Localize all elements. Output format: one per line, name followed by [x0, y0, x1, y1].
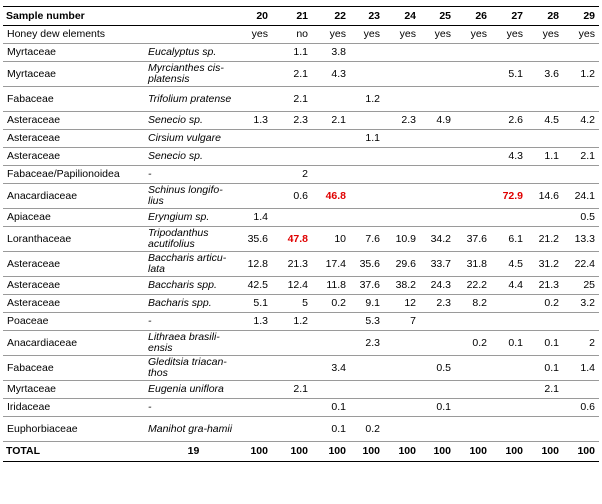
- family-cell: Poaceae: [3, 313, 146, 331]
- value-cell: [455, 381, 491, 399]
- value-cell: [420, 313, 455, 331]
- value-cell: [420, 184, 455, 209]
- value-cell: [455, 399, 491, 417]
- value-cell: [278, 331, 312, 356]
- sample-number: 26: [455, 7, 491, 26]
- pollen-table-container: [3, 6, 599, 462]
- value-cell: 0.2: [350, 417, 384, 442]
- value-cell: 0.1: [527, 331, 563, 356]
- value-cell: [241, 331, 278, 356]
- value-cell: [384, 130, 420, 148]
- value-cell: [312, 381, 350, 399]
- value-cell: [350, 381, 384, 399]
- value-cell: [527, 130, 563, 148]
- value-cell: [312, 331, 350, 356]
- value-cell: [455, 166, 491, 184]
- value-cell: 6.1: [491, 227, 527, 252]
- value-cell: 14.6: [527, 184, 563, 209]
- value-cell: [455, 44, 491, 62]
- species-cell: -: [146, 399, 241, 417]
- value-cell: [455, 313, 491, 331]
- honeydew-value: yes: [312, 26, 350, 44]
- value-cell: [241, 356, 278, 381]
- value-cell: [350, 148, 384, 166]
- value-cell: 5.1: [491, 62, 527, 87]
- species-cell: -: [146, 166, 241, 184]
- value-cell: [420, 417, 455, 442]
- species-cell: Trifolium pratense: [146, 87, 241, 112]
- table-row: [3, 295, 599, 313]
- value-cell: 42.5: [241, 277, 278, 295]
- value-cell: 4.3: [312, 62, 350, 87]
- value-cell: 2.1: [527, 381, 563, 399]
- value-cell: 4.2: [563, 112, 599, 130]
- table-row: [3, 44, 599, 62]
- value-cell: 22.4: [563, 252, 599, 277]
- value-cell: 1.1: [278, 44, 312, 62]
- family-cell: Fabaceae: [3, 87, 146, 112]
- table-row: [3, 381, 599, 399]
- value-cell: [420, 166, 455, 184]
- family-cell: Anacardiaceae: [3, 184, 146, 209]
- family-cell: Euphorbiaceae: [3, 417, 146, 442]
- table-row: [3, 209, 599, 227]
- value-cell: 31.8: [455, 252, 491, 277]
- value-cell: 24.1: [563, 184, 599, 209]
- value-cell: [350, 166, 384, 184]
- table-row: [3, 87, 599, 112]
- value-cell: 9.1: [350, 295, 384, 313]
- table-row: [3, 313, 599, 331]
- value-cell: [563, 130, 599, 148]
- value-cell: [491, 44, 527, 62]
- value-cell: 2.3: [350, 331, 384, 356]
- species-cell: Cirsium vulgare: [146, 130, 241, 148]
- value-cell: [350, 184, 384, 209]
- value-cell: [241, 130, 278, 148]
- value-cell: [527, 166, 563, 184]
- total-value: 100: [278, 442, 312, 462]
- total-value: 100: [527, 442, 563, 462]
- value-cell: [278, 148, 312, 166]
- value-cell: 7.6: [350, 227, 384, 252]
- value-cell: 46.8: [312, 184, 350, 209]
- value-cell: [420, 44, 455, 62]
- value-cell: [455, 209, 491, 227]
- value-cell: 1.2: [563, 62, 599, 87]
- honeydew-value: yes: [241, 26, 278, 44]
- value-cell: 21.3: [278, 252, 312, 277]
- value-cell: 0.2: [455, 331, 491, 356]
- total-value: 100: [455, 442, 491, 462]
- value-cell: [384, 184, 420, 209]
- value-cell: [384, 62, 420, 87]
- species-cell: Manihot gra-hamii: [146, 417, 241, 442]
- value-cell: 22.2: [455, 277, 491, 295]
- value-cell: [312, 313, 350, 331]
- table-row: [3, 166, 599, 184]
- value-cell: [350, 356, 384, 381]
- value-cell: [491, 166, 527, 184]
- total-value: 100: [350, 442, 384, 462]
- value-cell: 10: [312, 227, 350, 252]
- value-cell: [455, 148, 491, 166]
- total-value: 100: [491, 442, 527, 462]
- value-cell: 1.4: [563, 356, 599, 381]
- value-cell: [420, 87, 455, 112]
- honeydew-value: no: [278, 26, 312, 44]
- value-cell: 0.1: [312, 417, 350, 442]
- value-cell: [350, 209, 384, 227]
- honeydew-value: yes: [491, 26, 527, 44]
- table-row: [3, 356, 599, 381]
- table-row: [3, 399, 599, 417]
- value-cell: 0.1: [491, 331, 527, 356]
- honeydew-value: yes: [420, 26, 455, 44]
- value-cell: 1.2: [350, 87, 384, 112]
- value-cell: [420, 381, 455, 399]
- species-cell: Schinus longifo-lius: [146, 184, 241, 209]
- family-cell: Fabaceae: [3, 356, 146, 381]
- value-cell: [241, 381, 278, 399]
- table-row: [3, 417, 599, 442]
- sample-number: 21: [278, 7, 312, 26]
- table-row: [3, 227, 599, 252]
- value-cell: 1.2: [278, 313, 312, 331]
- table-row: [3, 130, 599, 148]
- value-cell: 33.7: [420, 252, 455, 277]
- value-cell: 4.5: [527, 112, 563, 130]
- value-cell: [350, 44, 384, 62]
- honeydew-label: Honey dew elements: [3, 26, 146, 44]
- value-cell: 2.1: [563, 148, 599, 166]
- sample-number: 27: [491, 7, 527, 26]
- value-cell: 2.1: [278, 62, 312, 87]
- value-cell: 21.2: [527, 227, 563, 252]
- value-cell: 12.8: [241, 252, 278, 277]
- value-cell: [491, 130, 527, 148]
- value-cell: [455, 184, 491, 209]
- value-cell: [491, 381, 527, 399]
- family-cell: Myrtaceae: [3, 62, 146, 87]
- value-cell: 5: [278, 295, 312, 313]
- value-cell: 34.2: [420, 227, 455, 252]
- value-cell: [455, 112, 491, 130]
- total-value: 100: [420, 442, 455, 462]
- total-count: 19: [146, 442, 241, 462]
- family-cell: Myrtaceae: [3, 44, 146, 62]
- table-body: [3, 7, 599, 462]
- value-cell: 35.6: [350, 252, 384, 277]
- value-cell: 3.2: [563, 295, 599, 313]
- value-cell: 7: [384, 313, 420, 331]
- value-cell: [241, 62, 278, 87]
- value-cell: [241, 399, 278, 417]
- total-value: 100: [312, 442, 350, 462]
- total-value: 100: [241, 442, 278, 462]
- family-cell: Asteraceae: [3, 277, 146, 295]
- value-cell: 12.4: [278, 277, 312, 295]
- value-cell: [241, 87, 278, 112]
- value-cell: 11.8: [312, 277, 350, 295]
- value-cell: [455, 356, 491, 381]
- sample-number: 20: [241, 7, 278, 26]
- value-cell: [312, 130, 350, 148]
- value-cell: 0.5: [563, 209, 599, 227]
- family-cell: Apiaceae: [3, 209, 146, 227]
- value-cell: [563, 87, 599, 112]
- value-cell: [420, 148, 455, 166]
- table-row: [3, 62, 599, 87]
- value-cell: [241, 184, 278, 209]
- value-cell: [455, 130, 491, 148]
- honeydew-value: yes: [527, 26, 563, 44]
- family-cell: Myrtaceae: [3, 381, 146, 399]
- value-cell: 1.3: [241, 313, 278, 331]
- sample-number: 22: [312, 7, 350, 26]
- species-cell: Eucalyptus sp.: [146, 44, 241, 62]
- value-cell: 38.2: [384, 277, 420, 295]
- total-row: [3, 442, 599, 462]
- species-cell: Gleditsia triacan-thos: [146, 356, 241, 381]
- header-spacer: [146, 7, 241, 26]
- value-cell: 4.9: [420, 112, 455, 130]
- species-cell: Tripodanthus acutifolius: [146, 227, 241, 252]
- value-cell: 4.5: [491, 252, 527, 277]
- value-cell: [241, 148, 278, 166]
- value-cell: 1.1: [350, 130, 384, 148]
- value-cell: [420, 331, 455, 356]
- total-label: TOTAL: [3, 442, 146, 462]
- value-cell: [455, 62, 491, 87]
- value-cell: [527, 313, 563, 331]
- value-cell: 21.3: [527, 277, 563, 295]
- value-cell: 17.4: [312, 252, 350, 277]
- value-cell: 8.2: [455, 295, 491, 313]
- family-cell: Iridaceae: [3, 399, 146, 417]
- value-cell: 37.6: [455, 227, 491, 252]
- value-cell: 2: [563, 331, 599, 356]
- species-cell: Lithraea brasili-ensis: [146, 331, 241, 356]
- value-cell: 72.9: [491, 184, 527, 209]
- value-cell: 0.2: [312, 295, 350, 313]
- value-cell: 2.3: [384, 112, 420, 130]
- value-cell: 1.4: [241, 209, 278, 227]
- table-row: [3, 277, 599, 295]
- pollen-table: [3, 6, 599, 462]
- value-cell: 5.1: [241, 295, 278, 313]
- honeydew-value: yes: [455, 26, 491, 44]
- value-cell: [312, 148, 350, 166]
- species-cell: Eugenia uniflora: [146, 381, 241, 399]
- value-cell: 0.1: [420, 399, 455, 417]
- table-row: [3, 112, 599, 130]
- species-cell: Baccharis spp.: [146, 277, 241, 295]
- value-cell: 2.3: [420, 295, 455, 313]
- honeydew-row: [3, 26, 599, 44]
- species-cell: Baccharis articu-lata: [146, 252, 241, 277]
- value-cell: [491, 209, 527, 227]
- species-cell: Myrcianthes cis-platensis: [146, 62, 241, 87]
- value-cell: 10.9: [384, 227, 420, 252]
- value-cell: 2.1: [312, 112, 350, 130]
- table-row: [3, 252, 599, 277]
- value-cell: 3.8: [312, 44, 350, 62]
- value-cell: 5.3: [350, 313, 384, 331]
- value-cell: [491, 417, 527, 442]
- family-cell: Fabaceae/Papilionoidea: [3, 166, 146, 184]
- value-cell: [420, 130, 455, 148]
- sample-number: 25: [420, 7, 455, 26]
- value-cell: [491, 87, 527, 112]
- value-cell: [278, 356, 312, 381]
- value-cell: [563, 381, 599, 399]
- value-cell: [241, 44, 278, 62]
- value-cell: [455, 417, 491, 442]
- sample-number: 24: [384, 7, 420, 26]
- value-cell: 31.2: [527, 252, 563, 277]
- value-cell: [384, 44, 420, 62]
- honeydew-spacer: [146, 26, 241, 44]
- value-cell: [241, 417, 278, 442]
- header-label: Sample number: [3, 7, 146, 26]
- value-cell: [491, 313, 527, 331]
- table-row: [3, 331, 599, 356]
- value-cell: 35.6: [241, 227, 278, 252]
- species-cell: Bacharis spp.: [146, 295, 241, 313]
- value-cell: [527, 87, 563, 112]
- value-cell: [420, 209, 455, 227]
- value-cell: [491, 399, 527, 417]
- value-cell: [278, 209, 312, 227]
- value-cell: [312, 166, 350, 184]
- value-cell: 0.6: [563, 399, 599, 417]
- value-cell: 0.5: [420, 356, 455, 381]
- value-cell: [312, 209, 350, 227]
- sample-number: 23: [350, 7, 384, 26]
- value-cell: 0.1: [527, 356, 563, 381]
- value-cell: 2: [278, 166, 312, 184]
- value-cell: [278, 399, 312, 417]
- value-cell: [527, 417, 563, 442]
- family-cell: Anacardiaceae: [3, 331, 146, 356]
- value-cell: 0.2: [527, 295, 563, 313]
- value-cell: [384, 166, 420, 184]
- value-cell: 1.1: [527, 148, 563, 166]
- value-cell: 3.6: [527, 62, 563, 87]
- header-row: [3, 7, 599, 26]
- value-cell: [350, 62, 384, 87]
- value-cell: [527, 209, 563, 227]
- value-cell: [563, 166, 599, 184]
- species-cell: Senecio sp.: [146, 112, 241, 130]
- value-cell: [278, 417, 312, 442]
- value-cell: [384, 417, 420, 442]
- value-cell: [563, 44, 599, 62]
- value-cell: [384, 381, 420, 399]
- honeydew-value: yes: [350, 26, 384, 44]
- value-cell: 25: [563, 277, 599, 295]
- honeydew-value: yes: [563, 26, 599, 44]
- family-cell: Asteraceae: [3, 295, 146, 313]
- species-cell: Senecio sp.: [146, 148, 241, 166]
- value-cell: 2.1: [278, 87, 312, 112]
- family-cell: Asteraceae: [3, 252, 146, 277]
- value-cell: [527, 399, 563, 417]
- value-cell: [350, 399, 384, 417]
- value-cell: 13.3: [563, 227, 599, 252]
- species-cell: Eryngium sp.: [146, 209, 241, 227]
- value-cell: 29.6: [384, 252, 420, 277]
- family-cell: Asteraceae: [3, 148, 146, 166]
- family-cell: Loranthaceae: [3, 227, 146, 252]
- value-cell: [384, 209, 420, 227]
- value-cell: 37.6: [350, 277, 384, 295]
- value-cell: 3.4: [312, 356, 350, 381]
- value-cell: [312, 87, 350, 112]
- value-cell: 4.3: [491, 148, 527, 166]
- value-cell: [420, 62, 455, 87]
- value-cell: [491, 295, 527, 313]
- value-cell: 0.6: [278, 184, 312, 209]
- value-cell: [384, 356, 420, 381]
- value-cell: 4.4: [491, 277, 527, 295]
- value-cell: [278, 130, 312, 148]
- total-value: 100: [384, 442, 420, 462]
- value-cell: [563, 417, 599, 442]
- value-cell: 24.3: [420, 277, 455, 295]
- sample-number: 28: [527, 7, 563, 26]
- value-cell: [350, 112, 384, 130]
- species-cell: -: [146, 313, 241, 331]
- honeydew-value: yes: [384, 26, 420, 44]
- value-cell: 1.3: [241, 112, 278, 130]
- family-cell: Asteraceae: [3, 130, 146, 148]
- value-cell: [491, 356, 527, 381]
- family-cell: Asteraceae: [3, 112, 146, 130]
- value-cell: [455, 87, 491, 112]
- value-cell: [527, 44, 563, 62]
- table-row: [3, 184, 599, 209]
- table-row: [3, 148, 599, 166]
- value-cell: 12: [384, 295, 420, 313]
- value-cell: 2.3: [278, 112, 312, 130]
- value-cell: 0.1: [312, 399, 350, 417]
- value-cell: [384, 331, 420, 356]
- value-cell: 47.8: [278, 227, 312, 252]
- value-cell: 2.1: [278, 381, 312, 399]
- sample-number: 29: [563, 7, 599, 26]
- value-cell: [384, 87, 420, 112]
- value-cell: [384, 148, 420, 166]
- value-cell: [563, 313, 599, 331]
- value-cell: [384, 399, 420, 417]
- value-cell: 2.6: [491, 112, 527, 130]
- total-value: 100: [563, 442, 599, 462]
- value-cell: [241, 166, 278, 184]
